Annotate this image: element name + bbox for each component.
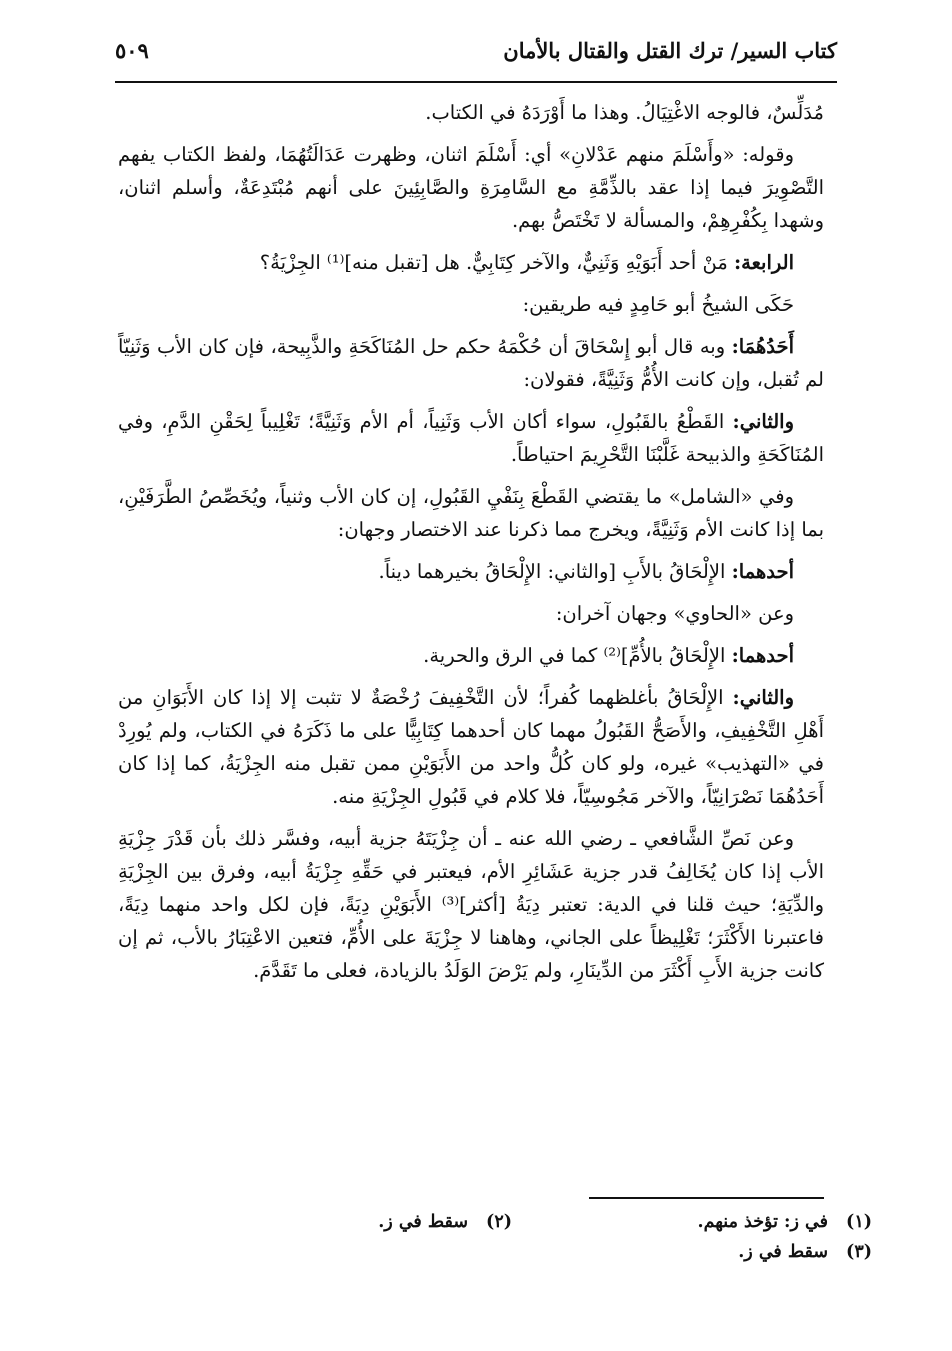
footnote-row <box>118 1207 872 1237</box>
footnote <box>512 1237 872 1267</box>
paragraph-text: وعن «الحاوي» وجهان آخران: <box>555 602 794 625</box>
paragraph-text: حَكَى الشيخُ أبو حَامِدٍ فيه طريقين: <box>522 293 794 316</box>
paragraph-text: القَطْعُ بالقَبُولِ، سواء أكان الأب وَثَنِياً، أم الأم وَثَنِيَّةً؛ تَغْلِيباً لِحَقْنِ الدَّمِ، وفي المُنَاكَحَةِ والذبيحة غَلَّبْنَا التَّحْرِيمَ احتياطاً. <box>118 410 824 466</box>
paragraph <box>118 822 824 987</box>
footnotes <box>118 1207 872 1267</box>
paragraph-text: مَنْ أحد أَبَوَيْهِ وَثَنِيٌّ، والآخر كِتَابِيٌّ. هل [تقبل منه]⁽¹⁾ الجِزْيَةُ؟ <box>259 251 734 274</box>
footnote-text: في ز: تؤخذ منهم. <box>697 1212 828 1232</box>
running-title: كتاب السير/ ترك القتل والقتال بالأمان <box>503 38 837 63</box>
footnote-number: (١) <box>846 1212 872 1232</box>
paragraph-text: وفي «الشامل» ما يقتضي القَطْعَ بِنَفْيِ القَبُولِ، إن كان الأب وثنياً، ويُخَصِّصُ الطَّرَفَيْنِ، بما إذا كانت الأم وَثَنِيَّةً، ويخرج مما ذكرنا عند الاختصار وجهان: <box>118 485 824 541</box>
paragraph-text: الإِلْحَاقُ بالأُمِّ]⁽²⁾ كما في الرق والحرية. <box>423 644 732 667</box>
paragraph-lead: والثاني: <box>732 410 794 433</box>
footnote <box>152 1207 512 1237</box>
paragraph-text: الإِلْحَاقُ بأغلظهما كُفراً؛ لأن التَّخْفِيفَ رُخْصَةٌ لا تثبت إلا إذا كان الأَبَوَانِ من أَهْلِ التَّخْفِيفِ، والأَصَحُّ القَبُولُ مهما كان أحدهما كِتَابِيًّا على ما ذَكَرَهُ في الكتاب، ولم يُورِدْ في «التهذيب» غيره، ولو كان كُلُّ واحد من الأَبَوَيْنِ ممن تقبل منه الجِزْيَةُ، كما إذا كان أَحَدُهُمَا نَصْرَانِيّاً، والآخر مَجُوسِيّاً، فلا كلام في قَبُولِ الجِزْيَةِ منه. <box>118 686 824 808</box>
paragraph <box>118 480 824 546</box>
paragraph <box>118 681 824 813</box>
footnote-number: (٢) <box>486 1212 512 1232</box>
paragraph-lead: أحدهما: <box>731 560 794 583</box>
paragraph-lead: أَحَدُهُمَا: <box>731 335 794 358</box>
footnote <box>512 1207 872 1237</box>
paragraph-text: وبه قال أبو إِسْحَاقَ أن حُكْمَهُ حكم حل المُنَاكَحَةِ والذَّبِيحة، فإن كان الأب وَثَنِيّاً لم تُقبل، وإن كانت الأُمُّ وَثَنِيَّةً، فقولان: <box>118 335 824 391</box>
header-divider <box>115 81 837 83</box>
paragraph <box>118 138 824 237</box>
paragraph-text: مُدَلِّسٌ، فالوجه الاغْتِيَالُ. وهذا ما أَوْرَدَهُ في الكتاب. <box>425 101 824 124</box>
footnote-row <box>118 1237 872 1267</box>
footnote-text: سقط في ز. <box>378 1212 468 1232</box>
paragraph-text: وعن نَصِّ الشَّافعي ـ رضي الله عنه ـ أن جِزْيَتَهُ جزية أبيه، وفسَّر ذلك بأن قَدْرَ جِزْيَةِ الأب إذا كان يُخَالِفُ قدر جزية عَشَائِرِ الأم، فيعتبر في حَقِّهِ جِزْيَةُ أبيه، وفرق بين الجِزْيَةِ والدِّيَةِ؛ حيث قلنا في الدية: تعتبر دِيَةُ [أكثر]⁽³⁾ الأَبَوَيْنِ دِيَةً، فإن لكل واحد منهما دِيَةً، فاعتبرنا الأَكْثَرَ؛ تَغْلِيظاً على الجاني، وهاهنا لا جِزْيَةَ على الأُمِّ، فتعين الاعْتِبَارُ بالأب، ثم إن كانت جزية الأَبِ أَكْثَرَ من الدِّينَارِ، ولم يَرْضَ الوَلَدُ بالزيادة، فعلى ما تَقَدَّمَ. <box>118 827 824 982</box>
paragraph <box>118 246 824 279</box>
footnote-number: (٣) <box>846 1242 872 1262</box>
paragraph <box>118 96 824 129</box>
main-text <box>118 96 824 996</box>
paragraph-text: وقوله: «وأَسْلَمَ منهم عَدْلانِ» أي: أَسْلَمَ اثنان، وظهرت عَدَالَتُهُمَا، ولفظ الكتاب يفهم التَّصْوِيرَ فيما إذا عقد بالذِّمَّةِ مع السَّامِرَةِ والصَّابِئِينَ على أنهم مُبْتَدِعَةٌ، وأسلم اثنان، وشهدا بِكُفْرِهِمْ، والمسألة لا تَخْتَصُّ بهم. <box>118 143 824 232</box>
paragraph <box>118 288 824 321</box>
footnote-text: سقط في ز. <box>738 1242 828 1262</box>
paragraph-lead: الرابعة: <box>733 251 794 274</box>
paragraph <box>118 330 824 396</box>
paragraph <box>118 555 824 588</box>
paragraph <box>118 639 824 672</box>
footnote-divider <box>589 1197 824 1199</box>
paragraph-text: الإِلْحَاقُ بالأَبِ [والثاني: الإِلْحَاقُ بخيرهما ديناً. <box>378 560 732 583</box>
paragraph-lead: والثاني: <box>732 686 794 709</box>
page-number: ٥٠٩ <box>115 38 149 63</box>
page-header <box>115 36 837 84</box>
paragraph-lead: أحدهما: <box>731 644 794 667</box>
paragraph <box>118 405 824 471</box>
paragraph <box>118 597 824 630</box>
